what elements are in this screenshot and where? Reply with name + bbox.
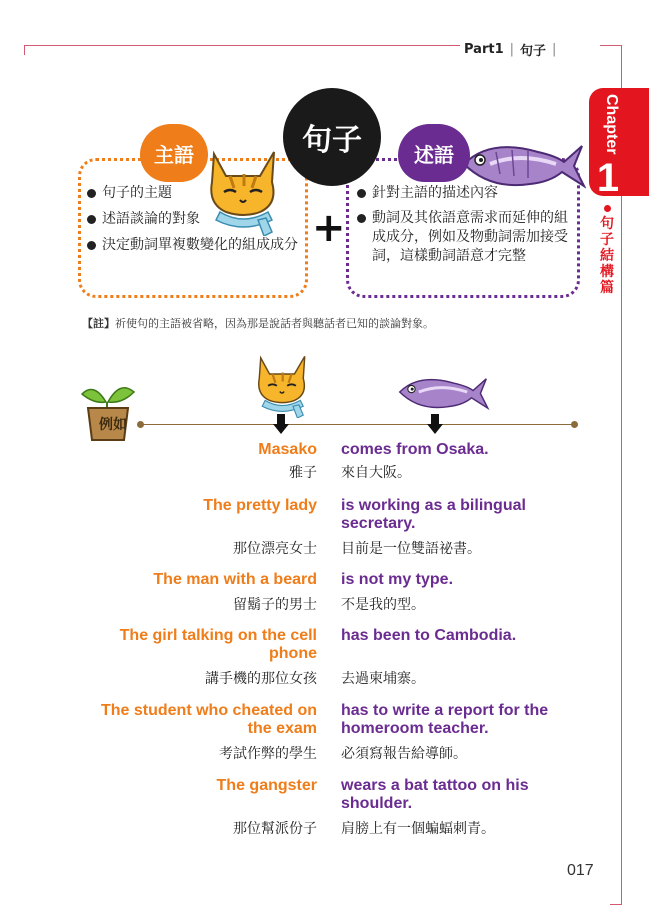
example-predicate-zh: 去過柬埔寨。 — [341, 671, 425, 687]
example-predicate-en: is working as a bilingual secretary. — [341, 497, 526, 532]
fish-small-illustration — [396, 370, 490, 414]
running-header — [460, 40, 600, 59]
example-subject-zh: 考試作弊的學生 — [219, 746, 317, 762]
chapter-title-char: 構 — [600, 264, 614, 280]
example-subject-zh: 那位幫派份子 — [233, 821, 317, 837]
example-predicate-zh: 來自大阪。 — [341, 465, 411, 481]
example-subject-en: The student who cheated on the exam — [100, 702, 317, 737]
example-subject-zh: 那位漂亮女士 — [233, 541, 317, 557]
chapter-word: Chapter — [603, 94, 620, 155]
page-frame-tick — [610, 904, 622, 905]
header-separator: | — [552, 42, 557, 57]
chapter-title-char: 子 — [600, 232, 614, 248]
example-subject-en: The gangster — [216, 777, 317, 794]
predicate-bullet: 動詞及其依語意需求而延伸的組成成分，例如及物動詞需加接受詞，這樣動詞語意才完整 — [356, 209, 576, 266]
sentence-label: 句子 — [283, 88, 381, 186]
fish-illustration — [460, 134, 586, 194]
header-section: 句子 — [520, 44, 547, 59]
example-subject-zh: 雅子 — [289, 465, 317, 481]
chapter-title-text — [597, 216, 617, 296]
predicate-bullet: 針對主語的描述內容 — [356, 184, 576, 203]
footnote-text: 祈使句的主語被省略，因為那是說話者與聽話者已知的談論對象。 — [115, 317, 434, 330]
footnote — [82, 315, 434, 331]
example-subject-en: The pretty lady — [203, 497, 317, 514]
down-arrow-icon — [273, 414, 289, 434]
chapter-title-char: 篇 — [600, 280, 614, 296]
chapter-title-bullet — [604, 205, 611, 212]
header-separator: | — [509, 42, 515, 57]
footnote-tag: 【註】 — [82, 317, 115, 330]
example-subject-en: Masako — [258, 441, 317, 458]
example-subject-zh: 留鬍子的男士 — [233, 597, 317, 613]
example-predicate-en: comes from Osaka. — [341, 441, 489, 458]
subject-label: 主語 — [140, 124, 208, 182]
subject-bullet: 決定動詞單複數變化的組成成分 — [86, 236, 306, 255]
chapter-number: 1 — [596, 156, 620, 200]
cat-illustration — [200, 146, 286, 236]
predicate-bullet-list — [356, 184, 576, 272]
example-predicate-zh: 目前是一位雙語祕書。 — [341, 541, 481, 557]
example-predicate-en: has to write a report for the homeroom teacher. — [341, 702, 549, 737]
example-divider-line — [140, 424, 574, 425]
plus-sign: + — [312, 205, 346, 251]
example-label: 例如 — [99, 417, 127, 433]
divider-dot — [137, 421, 144, 428]
subject-bullet: 句子的主題 — [86, 184, 306, 203]
down-arrow-icon — [427, 414, 443, 434]
page-frame-tick — [24, 45, 25, 55]
subject-bullet: 述語談論的對象 — [86, 210, 306, 229]
example-subject-zh: 講手機的那位女孩 — [205, 671, 317, 687]
chapter-title — [597, 205, 617, 296]
example-predicate-zh: 必須寫報告給導師。 — [341, 746, 467, 762]
cat-small-illustration — [250, 352, 314, 418]
example-subject-en: The girl talking on the cell phone — [119, 627, 317, 662]
divider-dot — [571, 421, 578, 428]
chapter-title-char: 句 — [600, 216, 614, 232]
page-number: 017 — [567, 862, 594, 879]
example-predicate-zh: 不是我的型。 — [341, 597, 425, 613]
example-predicate-en: has been to Cambodia. — [341, 627, 517, 644]
example-predicate-en: is not my type. — [341, 571, 454, 588]
example-predicate-zh: 肩膀上有一個蝙蝠刺青。 — [341, 821, 495, 837]
example-predicate-en: wears a bat tattoo on his shoulder. — [341, 777, 529, 812]
header-part: Part1 — [464, 42, 504, 57]
predicate-label: 述語 — [398, 124, 470, 182]
example-subject-en: The man with a beard — [153, 571, 317, 588]
chapter-title-char: 結 — [600, 248, 614, 264]
